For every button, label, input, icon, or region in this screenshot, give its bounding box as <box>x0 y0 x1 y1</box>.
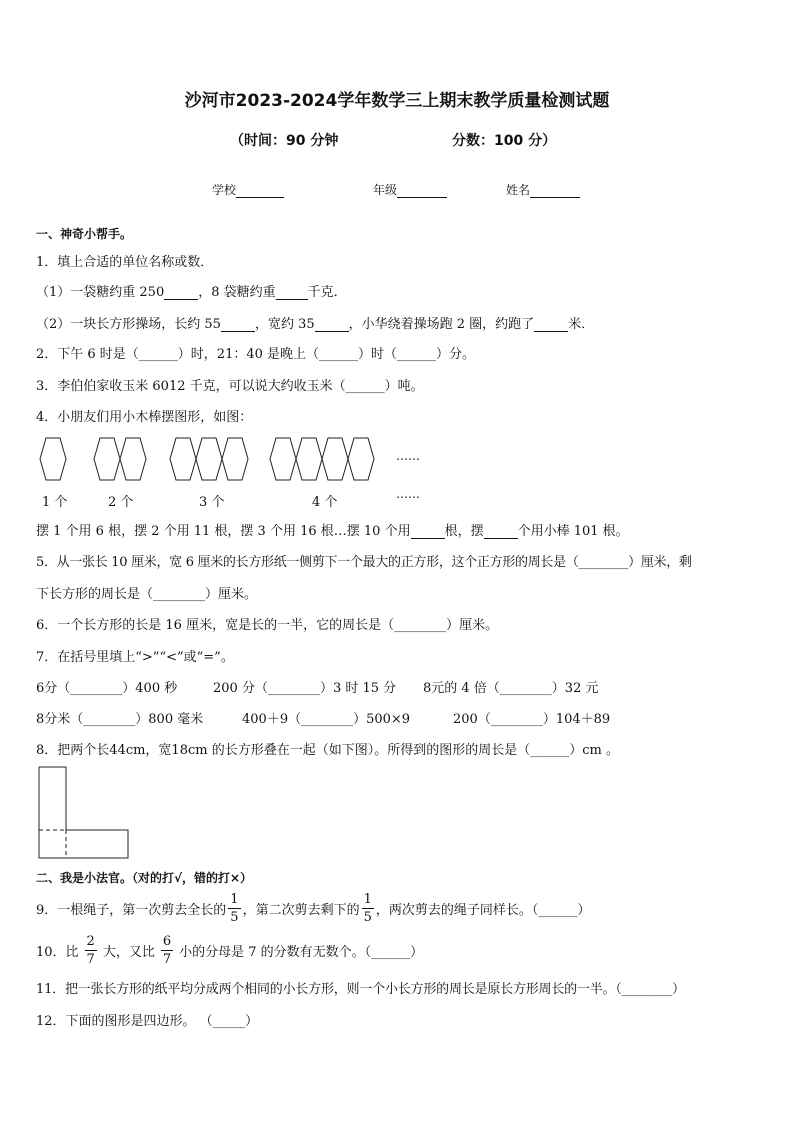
question-11: 11．把一张长方形的纸平均分成两个相同的小长方形，则一个小长方形的周长是原长方形周长的一半。（________） <box>36 982 685 997</box>
fraction-numerator: 2 <box>86 933 95 949</box>
fraction-denominator: 5 <box>363 909 372 925</box>
fraction-numerator: 1 <box>230 891 239 907</box>
q1-2-text-b: ，宽约 35 <box>254 317 315 332</box>
figure-label: 3 个 <box>199 495 225 510</box>
fraction <box>161 935 173 966</box>
q4-text-c: 个用小棒 101 根。 <box>517 524 629 539</box>
q1-2-text-a: （2）一块长方形操场，长约 55 <box>36 317 221 332</box>
q1-1-text-a: （1）一袋糖约重 250 <box>36 285 165 300</box>
q4-text-a: 摆 1 个用 6 根，摆 2 个用 11 根，摆 3 个用 16 根…摆 10 个用 <box>36 524 411 539</box>
name-label: 姓名 <box>506 183 531 197</box>
q7-row1-item1: 6分（________）400 秒 <box>36 681 178 696</box>
q10-text-c: 小的分母是 7 的分数有无数个。（______） <box>179 944 424 960</box>
fraction <box>85 935 97 966</box>
q10-text-a: 10．比 <box>36 944 79 960</box>
q7-row2-item1: 8分米（________）800 毫米 <box>36 712 204 727</box>
school-label: 学校 <box>212 183 237 197</box>
section-1-heading: 一、神奇小帮手。 <box>36 227 133 241</box>
question-4: 4．小朋友们用小木棒摆图形，如图： <box>36 410 253 425</box>
fraction <box>228 893 240 924</box>
question-5-line-2: 下长方形的周长是（________）厘米。 <box>36 587 258 602</box>
fraction-denominator: 7 <box>86 951 95 967</box>
question-7: 7．在括号里填上“>”“<”或“=”。 <box>36 650 234 665</box>
question-6: 6．一个长方形的长是 16 厘米，宽是长的一半，它的周长是（________）厘米。 <box>36 618 499 633</box>
question-2: 2．下午 6 时是（______）时，21：40 是晚上（______）时（______）分。 <box>36 347 476 362</box>
q7-row2-item2: 400＋9（________）500×9 <box>242 712 411 727</box>
q1-2-text-d: 米． <box>568 317 595 332</box>
figure-label: 2 个 <box>108 495 134 510</box>
q7-row1-item3: 8元的 4 倍（________）32 元 <box>423 681 599 696</box>
exam-score: 分数：100 分） <box>452 133 557 149</box>
q9-text-b: ，第二次剪去剩下的 <box>242 902 360 918</box>
q4-text-b: 根，摆 <box>444 524 484 539</box>
q1-1-text-c: 千克． <box>307 285 347 300</box>
page-title: 沙河市2023-2024学年数学三上期末教学质量检测试题 <box>184 91 610 111</box>
fraction-numerator: 6 <box>162 933 172 949</box>
fraction <box>362 893 374 924</box>
fraction-denominator: 7 <box>162 951 172 967</box>
section-2-heading: 二、我是小法官。（对的打√，错的打×） <box>36 871 253 885</box>
question-5-line-1: 5．从一张长 10 厘米，宽 6 厘米的长方形纸一侧剪下一个最大的正方形，这个正方形的周长是（________）厘米，剩 <box>36 555 692 570</box>
fraction-numerator: 1 <box>363 891 372 907</box>
q1-2-text-c: ，小华绕着操场跑 2 圈，约跑了 <box>348 317 535 332</box>
question-12: 12．下面的图形是四边形。 （_____） <box>36 1014 259 1029</box>
q10-text-b: 大，又比 <box>102 944 155 960</box>
question-1: 1．填上合适的单位名称或数． <box>36 255 214 270</box>
question-3: 3．李伯伯家收玉米 6012 千克，可以说大约收玉米（______）吨。 <box>36 379 424 394</box>
question-9 <box>36 891 590 925</box>
figure-label: 1 个 <box>42 495 68 510</box>
grade-label: 年级 <box>373 183 398 197</box>
q9-text-c: ，两次剪去的绳子同样长。（______） <box>375 902 591 918</box>
q7-row1-item2: 200 分（________）3 时 15 分 <box>213 681 397 696</box>
fraction-denominator: 5 <box>230 909 239 925</box>
q9-text-a: 9．一根绳子，第一次剪去全长的 <box>36 902 227 918</box>
question-8: 8．把两个长44cm，宽18cm 的长方形叠在一起（如下图）。所得到的图形的周长是（______）cm 。 <box>36 743 619 758</box>
q1-1-text-b: ，8 袋糖约重 <box>198 285 276 300</box>
exam-time: （时间：90 分钟 <box>230 133 339 149</box>
question-10 <box>36 932 423 968</box>
q7-row2-item3: 200（________）104＋89 <box>453 712 611 727</box>
ellipsis-bottom: …… <box>396 487 420 501</box>
l-shape-outline <box>39 767 128 858</box>
figure-label: 4 个 <box>312 495 338 510</box>
ellipsis-top: …… <box>396 449 420 463</box>
